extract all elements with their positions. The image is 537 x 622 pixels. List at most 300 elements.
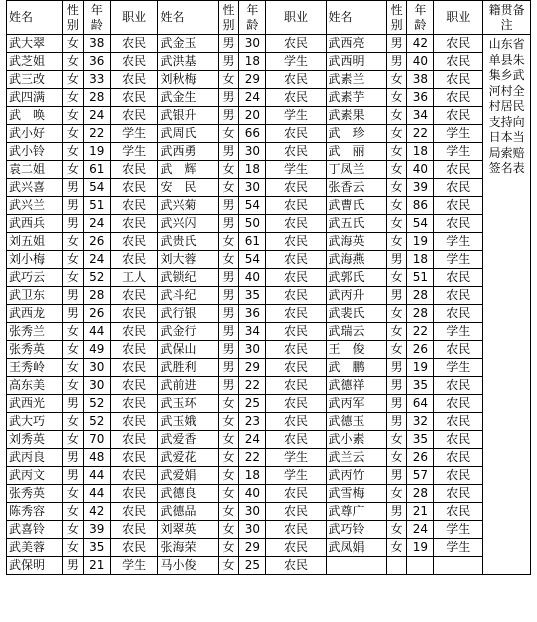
cell-name: 武锁纪 bbox=[158, 269, 218, 287]
header-sex-3: 性别 bbox=[386, 1, 407, 35]
table-row bbox=[7, 197, 531, 215]
cell-sex: 女 bbox=[63, 539, 84, 557]
cell-age: 42 bbox=[407, 35, 434, 53]
header-row bbox=[7, 1, 531, 35]
cell-age: 19 bbox=[407, 233, 434, 251]
cell-age: 44 bbox=[83, 485, 110, 503]
cell-age: 61 bbox=[83, 161, 110, 179]
cell-name: 武 唤 bbox=[7, 107, 63, 125]
cell-age: 20 bbox=[239, 107, 266, 125]
cell-age: 39 bbox=[83, 521, 110, 539]
cell-sex: 男 bbox=[218, 341, 239, 359]
table-row bbox=[7, 269, 531, 287]
cell-age: 30 bbox=[239, 35, 266, 53]
cell-sex: 男 bbox=[218, 359, 239, 377]
cell-name: 张秀兰 bbox=[7, 323, 63, 341]
table-row bbox=[7, 467, 531, 485]
cell-job: 农民 bbox=[266, 233, 326, 251]
cell-job: 农民 bbox=[266, 323, 326, 341]
cell-sex: 女 bbox=[218, 557, 239, 575]
cell-name: 武巧云 bbox=[7, 269, 63, 287]
cell-name: 刘秋梅 bbox=[158, 71, 218, 89]
table-row bbox=[7, 125, 531, 143]
cell-sex: 女 bbox=[218, 179, 239, 197]
cell-job: 农民 bbox=[110, 305, 158, 323]
cell-age: 22 bbox=[239, 449, 266, 467]
cell-job: 农民 bbox=[110, 503, 158, 521]
cell-name: 武保明 bbox=[7, 557, 63, 575]
cell-job: 学生 bbox=[110, 143, 158, 161]
cell-sex: 女 bbox=[386, 215, 407, 233]
cell-age: 38 bbox=[407, 71, 434, 89]
header-note: 籍贯备注 bbox=[483, 1, 531, 35]
table-row bbox=[7, 143, 531, 161]
header-age-2: 年龄 bbox=[239, 1, 266, 35]
cell-sex: 男 bbox=[218, 143, 239, 161]
table-row bbox=[7, 377, 531, 395]
cell-job: 农民 bbox=[110, 467, 158, 485]
cell-name: 武西明 bbox=[326, 53, 386, 71]
cell-age: 18 bbox=[407, 143, 434, 161]
cell-age: 19 bbox=[407, 539, 434, 557]
cell-age: 28 bbox=[83, 287, 110, 305]
cell-age: 52 bbox=[83, 269, 110, 287]
cell-name: 武贵氏 bbox=[158, 233, 218, 251]
cell-sex: 男 bbox=[218, 107, 239, 125]
cell-age: 38 bbox=[83, 35, 110, 53]
cell-name: 武小素 bbox=[326, 431, 386, 449]
cell-job: 农民 bbox=[110, 35, 158, 53]
cell-name: 武金玉 bbox=[158, 35, 218, 53]
cell-age: 24 bbox=[83, 251, 110, 269]
cell-age: 34 bbox=[239, 323, 266, 341]
cell-job: 农民 bbox=[434, 485, 483, 503]
cell-job: 农民 bbox=[266, 539, 326, 557]
cell-sex: 女 bbox=[63, 161, 84, 179]
cell-name: 刘五姐 bbox=[7, 233, 63, 251]
cell-name: 武保山 bbox=[158, 341, 218, 359]
header-job-3: 职业 bbox=[434, 1, 483, 35]
cell-sex: 男 bbox=[218, 287, 239, 305]
cell-name: 武曹氏 bbox=[326, 197, 386, 215]
header-name-1: 姓名 bbox=[7, 1, 63, 35]
cell-name: 武前进 bbox=[158, 377, 218, 395]
cell-job: 农民 bbox=[266, 377, 326, 395]
cell-sex: 男 bbox=[218, 53, 239, 71]
cell-sex: 男 bbox=[218, 377, 239, 395]
cell-name: 丁凤兰 bbox=[326, 161, 386, 179]
cell-sex: 女 bbox=[218, 161, 239, 179]
cell-job: 农民 bbox=[266, 71, 326, 89]
cell-sex: 男 bbox=[386, 413, 407, 431]
cell-name: 武兴喜 bbox=[7, 179, 63, 197]
cell-name: 武五氏 bbox=[326, 215, 386, 233]
cell-name: 武丙竹 bbox=[326, 467, 386, 485]
cell-name: 刘翠英 bbox=[158, 521, 218, 539]
cell-sex: 女 bbox=[63, 53, 84, 71]
cell-job: 农民 bbox=[434, 467, 483, 485]
cell-name: 武素芋 bbox=[326, 89, 386, 107]
cell-sex: 男 bbox=[63, 179, 84, 197]
cell-name: 武西兵 bbox=[7, 215, 63, 233]
cell-age: 40 bbox=[407, 161, 434, 179]
cell-age: 18 bbox=[239, 161, 266, 179]
cell-age: 25 bbox=[239, 395, 266, 413]
cell-sex: 男 bbox=[218, 89, 239, 107]
cell-name: 武爱娟 bbox=[158, 467, 218, 485]
cell-age: 29 bbox=[239, 539, 266, 557]
cell-age: 33 bbox=[83, 71, 110, 89]
cell-age: 24 bbox=[83, 215, 110, 233]
cell-sex: 女 bbox=[386, 143, 407, 161]
table-row bbox=[7, 251, 531, 269]
cell-name: 武西勇 bbox=[158, 143, 218, 161]
cell-sex: 男 bbox=[386, 359, 407, 377]
cell-sex: 女 bbox=[218, 449, 239, 467]
cell-job: 农民 bbox=[266, 485, 326, 503]
cell-job: 农民 bbox=[266, 503, 326, 521]
cell-job: 学生 bbox=[266, 53, 326, 71]
cell-job: 农民 bbox=[434, 341, 483, 359]
cell-age: 30 bbox=[239, 521, 266, 539]
cell-job: 农民 bbox=[110, 395, 158, 413]
cell-job: 农民 bbox=[110, 413, 158, 431]
cell-name: 武素兰 bbox=[326, 71, 386, 89]
cell-sex: 女 bbox=[63, 485, 84, 503]
cell-sex: 男 bbox=[63, 305, 84, 323]
cell-name: 王秀岭 bbox=[7, 359, 63, 377]
cell-name: 武丙军 bbox=[326, 395, 386, 413]
cell-sex: 女 bbox=[63, 521, 84, 539]
table-row bbox=[7, 323, 531, 341]
cell-sex: 女 bbox=[63, 341, 84, 359]
cell-job: 学生 bbox=[434, 359, 483, 377]
signature-table bbox=[6, 0, 531, 575]
cell-age: 29 bbox=[239, 71, 266, 89]
cell-age: 19 bbox=[83, 143, 110, 161]
cell-job: 农民 bbox=[434, 53, 483, 71]
cell-name: 武素果 bbox=[326, 107, 386, 125]
cell-age: 64 bbox=[407, 395, 434, 413]
table-row bbox=[7, 449, 531, 467]
cell-age: 39 bbox=[407, 179, 434, 197]
cell-sex: 男 bbox=[386, 251, 407, 269]
cell-sex: 女 bbox=[218, 125, 239, 143]
cell-name bbox=[326, 557, 386, 575]
cell-sex: 女 bbox=[386, 341, 407, 359]
cell-name: 武四满 bbox=[7, 89, 63, 107]
cell-job: 农民 bbox=[110, 233, 158, 251]
cell-age: 36 bbox=[239, 305, 266, 323]
cell-name: 武美蓉 bbox=[7, 539, 63, 557]
cell-name: 武爱香 bbox=[158, 431, 218, 449]
cell-sex: 女 bbox=[63, 431, 84, 449]
cell-sex: 女 bbox=[63, 143, 84, 161]
cell-sex: 男 bbox=[218, 269, 239, 287]
cell-sex: 女 bbox=[386, 269, 407, 287]
cell-name: 武丙良 bbox=[7, 449, 63, 467]
table-row bbox=[7, 305, 531, 323]
cell-name: 袁二姐 bbox=[7, 161, 63, 179]
cell-sex: 男 bbox=[218, 305, 239, 323]
cell-sex: 女 bbox=[63, 359, 84, 377]
cell-age: 26 bbox=[83, 233, 110, 251]
table-row bbox=[7, 503, 531, 521]
cell-name: 武大巧 bbox=[7, 413, 63, 431]
cell-age: 22 bbox=[407, 125, 434, 143]
cell-job: 学生 bbox=[434, 143, 483, 161]
cell-name: 武西亮 bbox=[326, 35, 386, 53]
table-row bbox=[7, 215, 531, 233]
cell-job: 农民 bbox=[110, 89, 158, 107]
cell-sex: 男 bbox=[386, 287, 407, 305]
cell-job: 农民 bbox=[266, 215, 326, 233]
cell-sex: 女 bbox=[386, 431, 407, 449]
header-name-3: 姓名 bbox=[326, 1, 386, 35]
header-age-1: 年龄 bbox=[83, 1, 110, 35]
cell-name: 武 辉 bbox=[158, 161, 218, 179]
cell-sex: 女 bbox=[386, 539, 407, 557]
cell-age: 18 bbox=[239, 467, 266, 485]
cell-sex: 女 bbox=[218, 431, 239, 449]
cell-job: 农民 bbox=[266, 395, 326, 413]
cell-sex: 男 bbox=[63, 395, 84, 413]
table-row bbox=[7, 287, 531, 305]
cell-job: 农民 bbox=[110, 377, 158, 395]
cell-sex: 女 bbox=[386, 161, 407, 179]
cell-sex: 女 bbox=[386, 485, 407, 503]
cell-name: 武三改 bbox=[7, 71, 63, 89]
cell-job: 学生 bbox=[434, 323, 483, 341]
cell-job: 学生 bbox=[434, 251, 483, 269]
cell-sex: 女 bbox=[386, 89, 407, 107]
cell-age: 44 bbox=[83, 323, 110, 341]
cell-name: 武西光 bbox=[7, 395, 63, 413]
cell-name: 武金行 bbox=[158, 323, 218, 341]
cell-age: 30 bbox=[83, 359, 110, 377]
cell-job: 农民 bbox=[434, 179, 483, 197]
cell-sex: 男 bbox=[63, 287, 84, 305]
cell-age: 22 bbox=[239, 377, 266, 395]
cell-name: 武 珍 bbox=[326, 125, 386, 143]
cell-age: 35 bbox=[83, 539, 110, 557]
cell-job: 学生 bbox=[266, 449, 326, 467]
table-row bbox=[7, 161, 531, 179]
note-column-text: 山东省单县朱集乡武河村全村居民支持向日本当局索赔签名表 bbox=[483, 35, 531, 575]
cell-name: 武裴氏 bbox=[326, 305, 386, 323]
cell-name: 刘小梅 bbox=[7, 251, 63, 269]
cell-age: 40 bbox=[239, 269, 266, 287]
cell-age: 22 bbox=[83, 125, 110, 143]
cell-name: 武喜铃 bbox=[7, 521, 63, 539]
header-sex-1: 性别 bbox=[63, 1, 84, 35]
cell-name: 武凤娟 bbox=[326, 539, 386, 557]
table-row bbox=[7, 539, 531, 557]
cell-job: 农民 bbox=[110, 539, 158, 557]
cell-name: 张秀英 bbox=[7, 341, 63, 359]
cell-sex: 女 bbox=[218, 413, 239, 431]
cell-job: 农民 bbox=[110, 179, 158, 197]
cell-sex: 女 bbox=[63, 107, 84, 125]
cell-age: 36 bbox=[83, 53, 110, 71]
cell-age: 44 bbox=[83, 467, 110, 485]
cell-name: 武丙文 bbox=[7, 467, 63, 485]
cell-job: 农民 bbox=[434, 287, 483, 305]
cell-name: 武 丽 bbox=[326, 143, 386, 161]
cell-age: 51 bbox=[83, 197, 110, 215]
cell-name: 高东美 bbox=[7, 377, 63, 395]
cell-age: 19 bbox=[407, 359, 434, 377]
table-row bbox=[7, 35, 531, 53]
cell-job: 农民 bbox=[110, 161, 158, 179]
cell-age: 26 bbox=[83, 305, 110, 323]
cell-name: 武斗纪 bbox=[158, 287, 218, 305]
cell-job: 农民 bbox=[266, 341, 326, 359]
cell-name: 武行银 bbox=[158, 305, 218, 323]
cell-job: 农民 bbox=[434, 215, 483, 233]
cell-age: 24 bbox=[239, 89, 266, 107]
cell-age: 42 bbox=[83, 503, 110, 521]
cell-sex: 女 bbox=[218, 503, 239, 521]
cell-name: 武金生 bbox=[158, 89, 218, 107]
cell-job: 农民 bbox=[110, 323, 158, 341]
cell-name: 张秀英 bbox=[7, 485, 63, 503]
cell-sex: 男 bbox=[386, 35, 407, 53]
cell-age: 54 bbox=[407, 215, 434, 233]
cell-name: 武丙升 bbox=[326, 287, 386, 305]
cell-job: 农民 bbox=[266, 179, 326, 197]
cell-name: 马小俊 bbox=[158, 557, 218, 575]
cell-job: 农民 bbox=[110, 215, 158, 233]
cell-sex: 女 bbox=[386, 71, 407, 89]
cell-age: 36 bbox=[407, 89, 434, 107]
cell-job: 工人 bbox=[110, 269, 158, 287]
table-row bbox=[7, 359, 531, 377]
cell-age: 32 bbox=[407, 413, 434, 431]
cell-sex: 女 bbox=[218, 395, 239, 413]
cell-name: 武银升 bbox=[158, 107, 218, 125]
cell-sex: 女 bbox=[218, 71, 239, 89]
cell-job: 农民 bbox=[266, 359, 326, 377]
cell-name: 武大翠 bbox=[7, 35, 63, 53]
cell-job: 农民 bbox=[434, 269, 483, 287]
cell-name: 武德品 bbox=[158, 503, 218, 521]
cell-age: 86 bbox=[407, 197, 434, 215]
cell-sex: 男 bbox=[218, 215, 239, 233]
cell-name: 武海燕 bbox=[326, 251, 386, 269]
cell-job: 学生 bbox=[434, 539, 483, 557]
table-row bbox=[7, 89, 531, 107]
cell-job: 农民 bbox=[110, 197, 158, 215]
cell-sex: 女 bbox=[63, 71, 84, 89]
cell-sex: 女 bbox=[63, 233, 84, 251]
cell-sex: 女 bbox=[386, 197, 407, 215]
cell-job: 农民 bbox=[266, 197, 326, 215]
cell-name: 武爱花 bbox=[158, 449, 218, 467]
table-row bbox=[7, 233, 531, 251]
cell-name: 武周氏 bbox=[158, 125, 218, 143]
cell-job: 农民 bbox=[434, 503, 483, 521]
cell-job: 农民 bbox=[110, 71, 158, 89]
cell-sex: 女 bbox=[386, 323, 407, 341]
cell-age: 34 bbox=[407, 107, 434, 125]
cell-age: 40 bbox=[239, 485, 266, 503]
cell-job: 农民 bbox=[266, 413, 326, 431]
cell-job: 农民 bbox=[434, 35, 483, 53]
cell-age: 61 bbox=[239, 233, 266, 251]
cell-age: 40 bbox=[407, 53, 434, 71]
signature-sheet bbox=[6, 0, 531, 575]
cell-age: 49 bbox=[83, 341, 110, 359]
cell-sex: 女 bbox=[386, 125, 407, 143]
cell-job: 农民 bbox=[266, 251, 326, 269]
cell-job: 农民 bbox=[434, 431, 483, 449]
cell-age: 21 bbox=[407, 503, 434, 521]
cell-sex: 女 bbox=[386, 233, 407, 251]
cell-age: 28 bbox=[407, 305, 434, 323]
cell-age: 70 bbox=[83, 431, 110, 449]
cell-name: 武 鹏 bbox=[326, 359, 386, 377]
cell-name: 武兰云 bbox=[326, 449, 386, 467]
cell-job: 学生 bbox=[266, 161, 326, 179]
cell-job: 农民 bbox=[266, 35, 326, 53]
cell-sex: 女 bbox=[218, 467, 239, 485]
cell-job: 农民 bbox=[110, 485, 158, 503]
cell-age: 24 bbox=[407, 521, 434, 539]
cell-sex: 男 bbox=[63, 197, 84, 215]
cell-name: 武德良 bbox=[158, 485, 218, 503]
cell-age: 25 bbox=[239, 557, 266, 575]
cell-name: 武西龙 bbox=[7, 305, 63, 323]
header-sex-2: 性别 bbox=[218, 1, 239, 35]
cell-age: 35 bbox=[407, 431, 434, 449]
cell-sex: 女 bbox=[386, 179, 407, 197]
cell-name: 武德玉 bbox=[326, 413, 386, 431]
cell-sex: 女 bbox=[218, 521, 239, 539]
cell-name: 武芝姐 bbox=[7, 53, 63, 71]
cell-job: 农民 bbox=[110, 521, 158, 539]
cell-name: 刘秀英 bbox=[7, 431, 63, 449]
cell-job: 农民 bbox=[434, 305, 483, 323]
cell-sex: 女 bbox=[63, 35, 84, 53]
table-row bbox=[7, 395, 531, 413]
cell-age: 35 bbox=[407, 377, 434, 395]
cell-sex: 女 bbox=[386, 521, 407, 539]
cell-age: 35 bbox=[239, 287, 266, 305]
cell-sex: 女 bbox=[63, 251, 84, 269]
cell-job: 农民 bbox=[110, 107, 158, 125]
cell-job: 农民 bbox=[266, 269, 326, 287]
cell-age: 28 bbox=[407, 485, 434, 503]
cell-sex: 女 bbox=[386, 305, 407, 323]
cell-age: 22 bbox=[407, 323, 434, 341]
table-row bbox=[7, 485, 531, 503]
cell-age: 52 bbox=[83, 395, 110, 413]
cell-sex: 男 bbox=[386, 467, 407, 485]
cell-age: 26 bbox=[407, 341, 434, 359]
cell-age: 54 bbox=[83, 179, 110, 197]
header-name-2: 姓名 bbox=[158, 1, 218, 35]
cell-age: 23 bbox=[239, 413, 266, 431]
cell-sex: 女 bbox=[63, 503, 84, 521]
cell-name: 武兴闪 bbox=[158, 215, 218, 233]
cell-name: 武兴兰 bbox=[7, 197, 63, 215]
cell-name: 武尊广 bbox=[326, 503, 386, 521]
cell-sex: 男 bbox=[63, 215, 84, 233]
cell-sex: 女 bbox=[63, 125, 84, 143]
cell-job: 农民 bbox=[434, 449, 483, 467]
cell-job: 农民 bbox=[266, 287, 326, 305]
